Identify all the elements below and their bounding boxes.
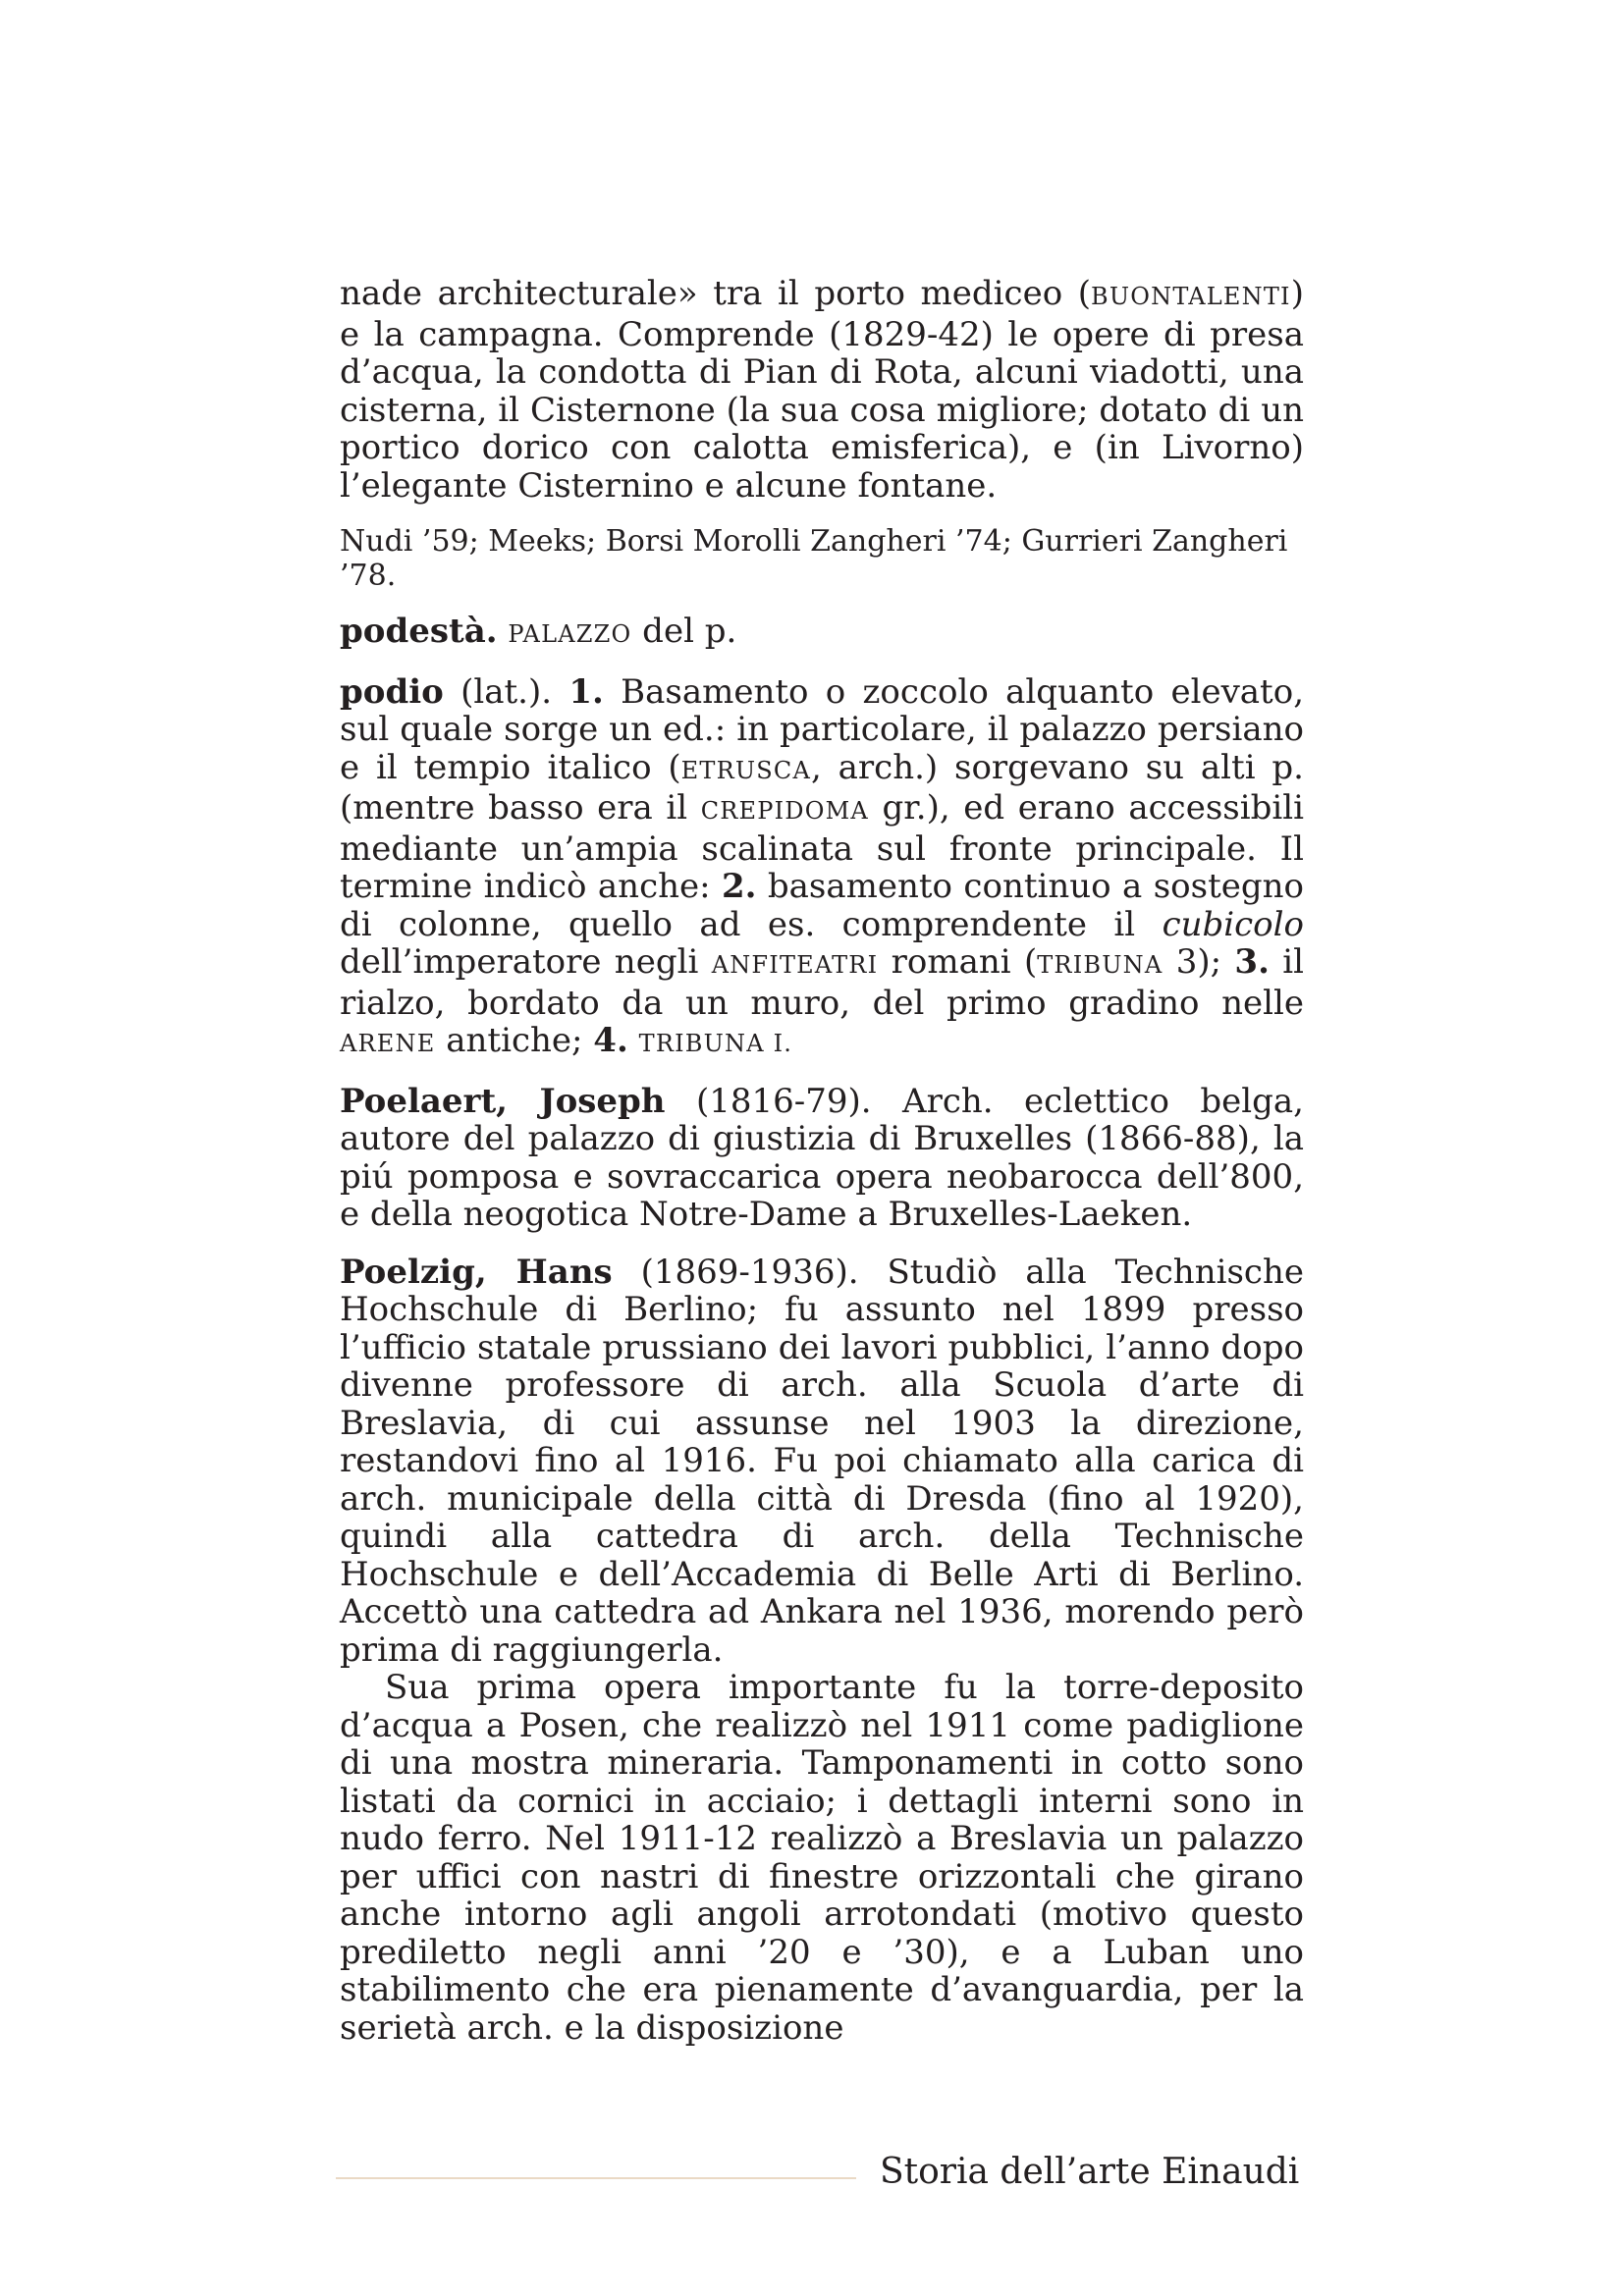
cross-reference: PALAZZO bbox=[508, 620, 632, 648]
entry-headword: Poelaert, Joseph bbox=[340, 1081, 666, 1121]
cross-reference: ANFITEATRI bbox=[711, 951, 879, 979]
cross-reference: ETRUSCA bbox=[680, 756, 812, 784]
entry-poelaert: Poelaert, Joseph (1816-79). Arch. eclettico belga, autore del palazzo di giustizia di Bruxelles (1866-88), la piú pomposa e sovraccarica opera neobarocca dell’800, e della neogotica Notre-Dame a Bruxelles-Laeken. bbox=[340, 1081, 1304, 1234]
entry-podio: podio (lat.). 1. Basamento o zoccolo alquanto elevato, sul quale sorge un ed.: in particolare, il palazzo persiano e il tempio italico (ETRUSCA, arch.) sorgevano su alti p. (mentre basso era il CREPIDOMA gr.), ed erano accessibili mediante un’ampia scalinata sul fronte principale. Il termine indicò anche: 2. basamento continuo a sostegno di colonne, quello ad es. comprendente il cubicolo dell’imperatore negli ANFITEATRI romani (TRIBUNA 3); 3. il rialzo, bordato da un muro, del primo gradino nelle ARENE antiche; 4. TRIBUNA I. bbox=[340, 671, 1304, 1060]
entry-poelzig-paragraph-2: Sua prima opera importante fu la torre-deposito d’acqua a Posen, che realizzò nel 1911 come padiglione di una mostra mineraria. Tamponamenti in cotto sono listati da cornici in acciaio; i dettagli interni sono in nudo ferro. Nel 1911-12 realizzò a Breslavia un palazzo per uffici con nastri di finestre orizzontali che girano anche intorno agli angoli arrotondati (motivo questo prediletto negli anni ’20 e ’30), e a Luban uno stabilimento che era pienamente d’avanguardia, per la serietà arch. e la disposizione bbox=[340, 1668, 1304, 2048]
cross-reference: CREPIDOMA bbox=[700, 797, 869, 825]
italic-term: cubicolo bbox=[1162, 904, 1304, 944]
entry-headword: podio bbox=[340, 671, 444, 712]
cross-reference: TRIBUNA I. bbox=[638, 1030, 793, 1057]
entry-poelzig: Poelzig, Hans (1869-1936). Studiò alla Technische Hochschule di Berlino; fu assunto nel 1899 presso l’ufficio statale prussiano dei lavori pubblici, l’anno dopo divenne professore di arch. alla Scuola d’arte di Breslavia, di cui assunse nel 1903 la direzione, restandovi fino al 1916. Fu poi chiamato alla carica di arch. municipale della città di Dresda (fino al 1920), quindi alla cattedra di arch. della Technische Hochschule e dell’Accademia di Belle Arti di Berlino. Accettò una cattedra ad Ankara nel 1936, morendo però prima di raggiungerla. bbox=[340, 1252, 1304, 1670]
cross-reference: ARENE bbox=[340, 1030, 436, 1057]
paragraph-continuation: nade architecturale» tra il porto mediceo (BUONTALENTI) e la campagna. Comprende (1829-42) le opere di presa d’acqua, la condotta di Pian di Rota, alcuni viadotti, una cisterna, il Cisternone (la sua cosa migliore; dotato di un portico dorico con calotta emisferica), e (in Livorno) l’elegante Cisternino e alcune fontane. bbox=[340, 274, 1304, 506]
page-body bbox=[340, 275, 1304, 2047]
footer-rule bbox=[336, 2177, 856, 2179]
entry-headword: podestà. bbox=[340, 612, 498, 651]
entry-podesta: podestà. PALAZZO del p. bbox=[340, 612, 737, 651]
entry-headword: Poelzig, Hans bbox=[340, 1252, 613, 1292]
cross-reference: BUONTALENTI bbox=[1091, 283, 1291, 310]
cross-reference: TRIBUNA bbox=[1037, 951, 1163, 979]
footer-title: Storia dell’arte Einaudi bbox=[880, 2152, 1300, 2192]
bibliography-note: Nudi ’59; Meeks; Borsi Morolli Zangheri ’74; Gurrieri Zangheri ’78. bbox=[340, 524, 1288, 593]
